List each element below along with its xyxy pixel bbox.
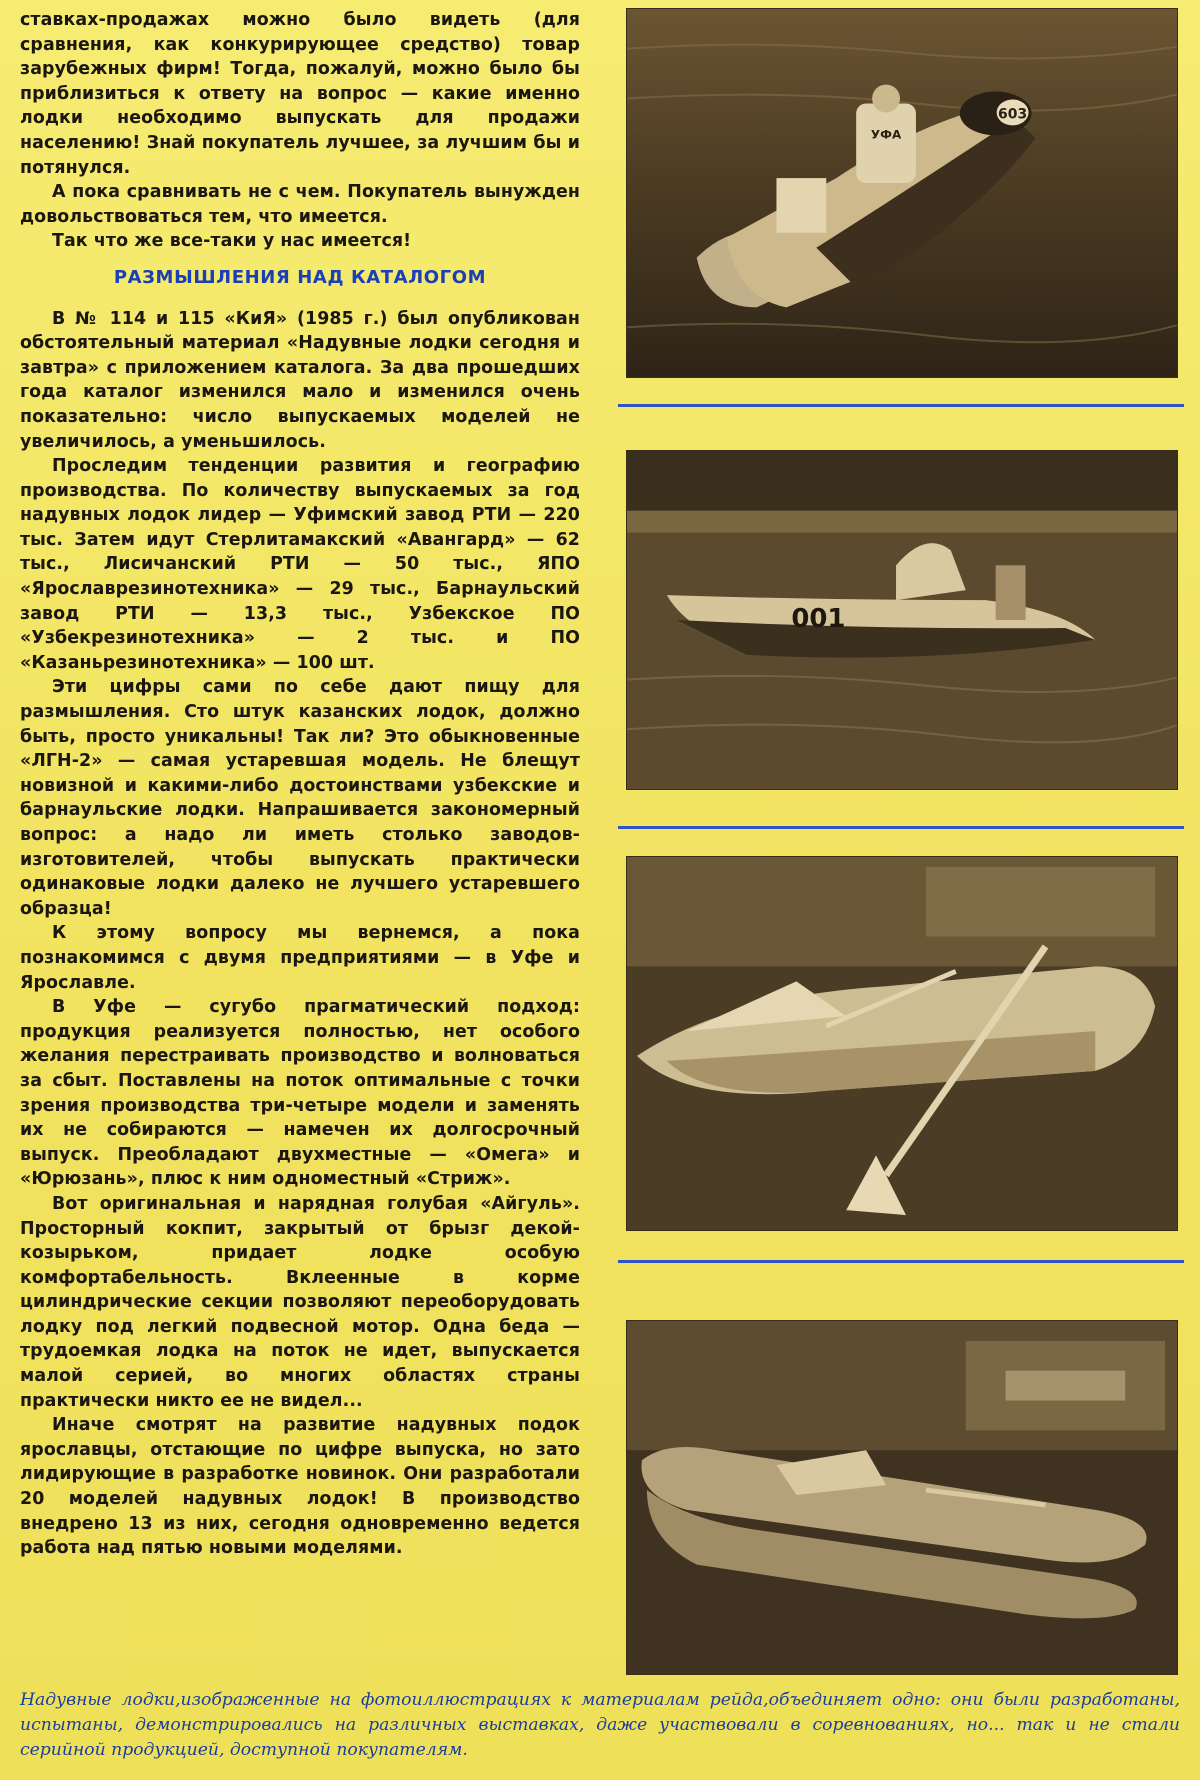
article-text-column	[20, 8, 580, 1638]
photo-exhibition-inflatable-boat	[626, 1320, 1178, 1675]
article-paragraph: К этому вопросу мы вернемся, а пока познакомимся с двумя предприятиями — в Уфе и Ярославле.	[20, 923, 580, 993]
section-heading: РАЗМЫШЛЕНИЯ НАД КАТАЛОГОМ	[113, 266, 487, 288]
article-paragraph: В № 114 и 115 «КиЯ» (1985 г.) был опубликован обстоятельный материал «Надувные лодки сегодня и завтра» с приложением каталога. За два прошедших года каталог изменился мало и изменился очень показательно: число выпускаемых моделей не увеличилось, а уменьшилось.	[20, 308, 580, 452]
article-paragraph: В Уфе — сугубо прагматический подход: продукция реализуется полностью, нет особого желания перестраивать производство и волноваться за сбыт. Поставлены на поток оптимальные с точки зрения производства три-четыре модели и заменять их не собираются — намечен их долгосрочный выпуск. Преобладают двухместные — «Омега» и «Юрюзань», плюс к ним одноместный «Стриж».	[20, 997, 580, 1190]
photo-divider	[618, 826, 1184, 829]
photo-divider	[618, 404, 1184, 407]
article-paragraph: ставках-продажах можно было видеть (для сравнения, как конкурирующее средство) товар зарубежных фирм! Тогда, пожалуй, можно было бы приблизиться к ответу на вопрос — какие именно лодки необходимо выпускать для продажи населению! Знай покупатель лучшее, за лучшим бы и потянулся.	[20, 10, 580, 178]
photo-divider	[618, 1260, 1184, 1263]
photo1-race-number: 603	[998, 106, 1028, 123]
article-paragraph: А пока сравнивать не с чем. Покупатель вынужден довольствоваться тем, что имеется.	[20, 182, 580, 227]
photo1-bib-label: УФА	[870, 127, 902, 142]
photo-caption: Надувные лодки,изображенные на фотоиллюстрациях к материалам рейда,объединяет одно: они были разработаны, испытаны, демонстрировались на различных выставках, даже участвовали в соревнованиях, но... так и не стали серийной продукцией, доступной покупателям.	[20, 1690, 1180, 1760]
article-paragraph: Так что же все-таки у нас имеется!	[52, 231, 412, 252]
photo-inflatable-rowing-boat	[626, 856, 1178, 1231]
photo-racing-kayak-boat	[626, 450, 1178, 790]
article-paragraph: Проследим тенденции развития и географию производства. По количеству выпускаемых за год надувных лодок лидер — Уфимский завод РТИ — 220 тыс. Затем идут Стерлитамакский «Авангард» — 62 тыс., Лисичанский РТИ — 50 тыс., ЯПО «Ярославрезинотехника» — 29 тыс., Барнаульский завод РТИ — 13,3 тыс., Узбекское ПО «Узбекрезинотехника» — 2 тыс. и ПО «Казаньрезинотехника» — 100 шт.	[20, 456, 580, 673]
article-paragraph: Эти цифры сами по себе дают пищу для размышления. Сто штук казанских лодок, должно быть, просто уникальны! Так ли? Это обыкновенные «ЛГН-2» — самая устаревшая модель. Не блещут новизной и какими-либо достоинствами узбекские и барнаульские лодки. Напрашивается закономерный вопрос: а надо ли иметь столько заводов-изготовителей, чтобы выпускать практически одинаковые лодки далеко не лучшего устаревшего образца!	[20, 677, 580, 919]
photo-racing-motorboat	[626, 8, 1178, 378]
article-paragraph: Иначе смотрят на развитие надувных подок ярославцы, отстающие по цифре выпуска, но зато лидирующие в разработке новинок. Они разработали 20 моделей надувных лодок! В производство внедрено 13 из них, сегодня одновременно ведется работа над пятью новыми моделями.	[20, 1415, 580, 1559]
photo2-race-number: 001	[791, 603, 846, 634]
article-paragraph: Вот оригинальная и нарядная голубая «Айгуль». Просторный кокпит, закрытый от брызг декой-козырьком, придает лодке особую комфортабельность. Вклеенные в корме цилиндрические секции позволяют переоборудовать лодку под легкий подвесной мотор. Одна беда — трудоемкая лодка на поток не идет, выпускается малой серией, во многих областях страны практически никто ее не видел...	[20, 1193, 580, 1411]
